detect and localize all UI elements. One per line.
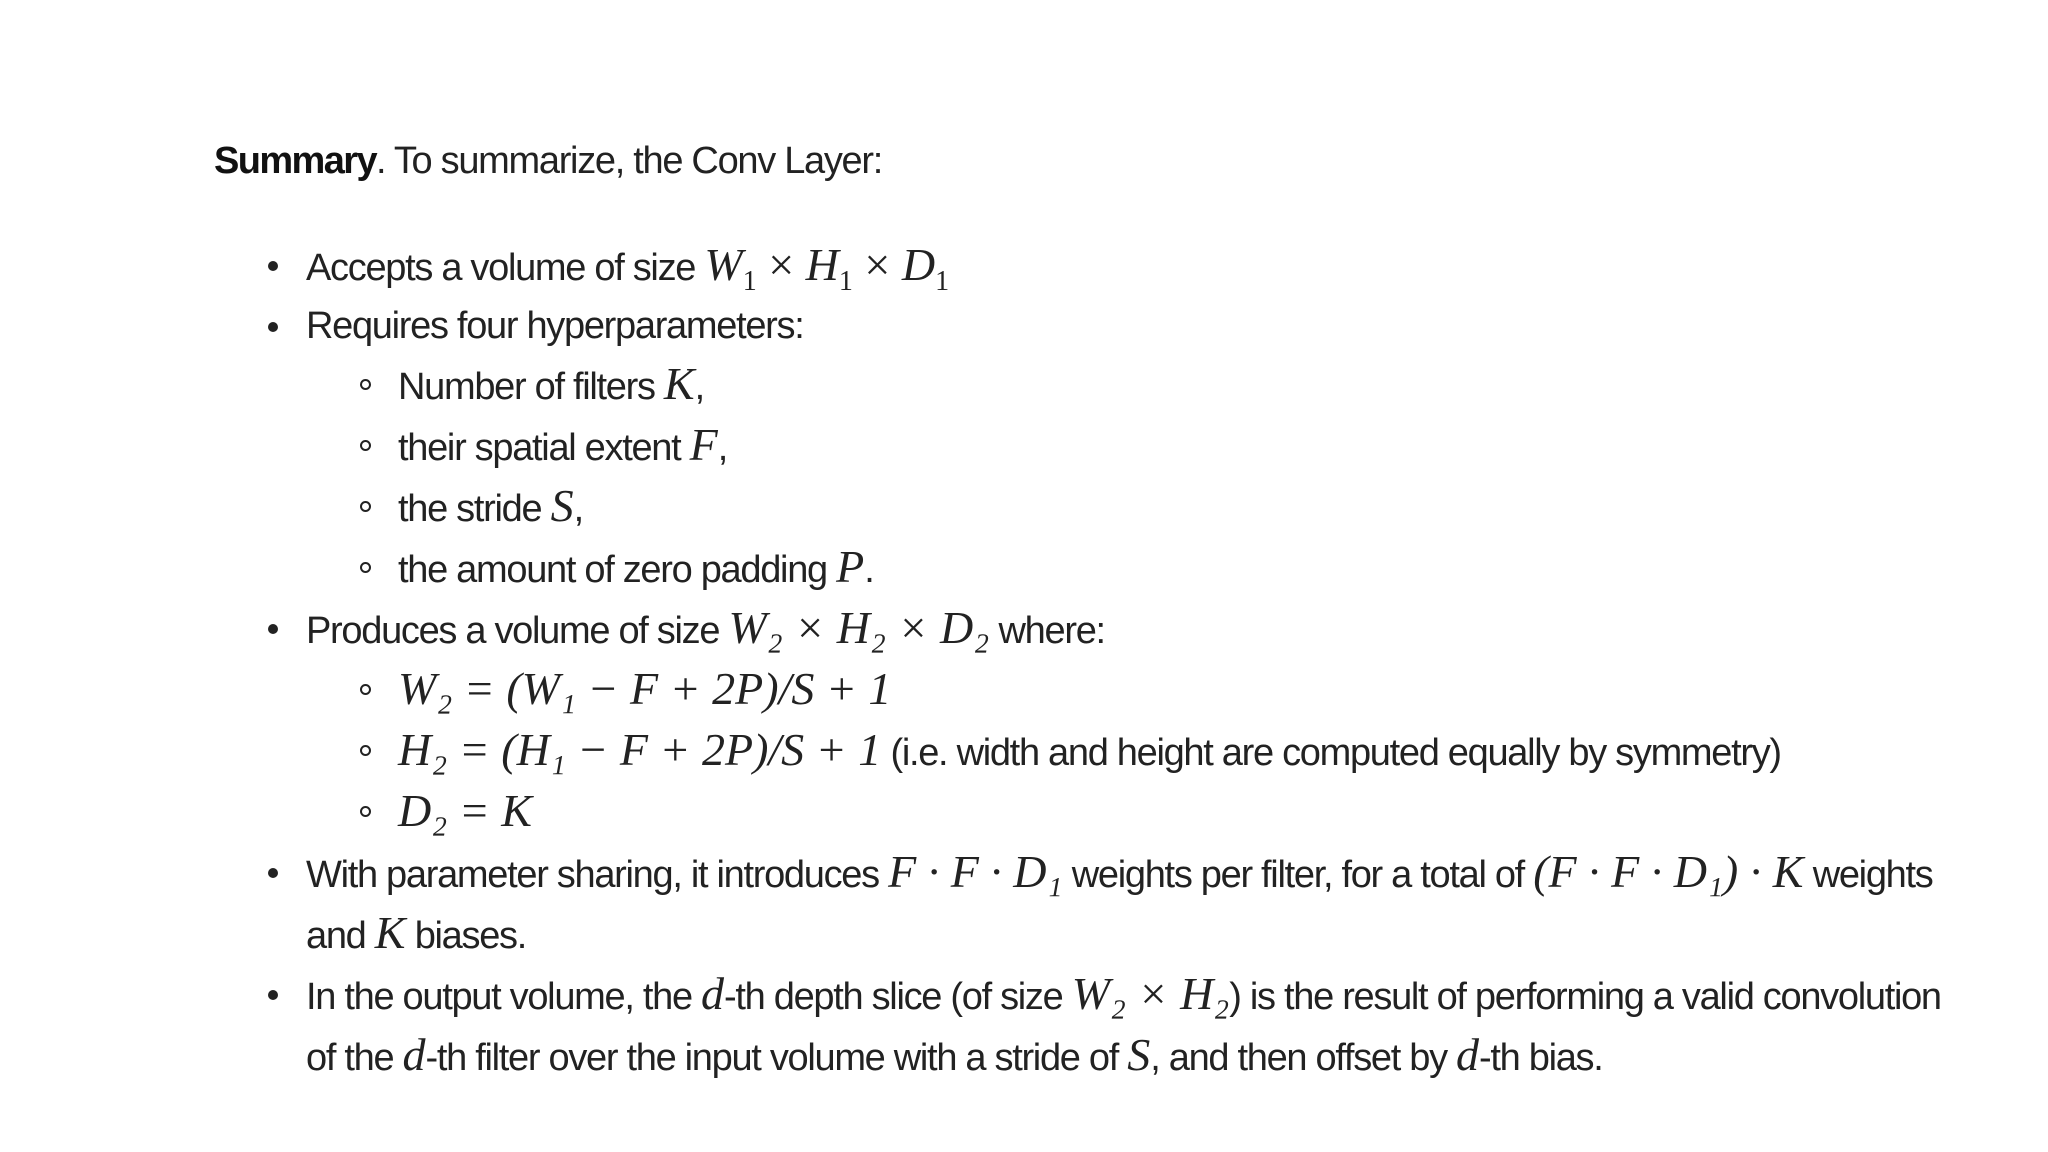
var-s: S: [550, 480, 574, 531]
math-d1: D: [901, 239, 936, 290]
output-math-a: d: [701, 968, 725, 1019]
filters-tail: ,: [694, 366, 704, 408]
conv-layer-summary: [214, 132, 1994, 1087]
formula-d2-math: D₂ = K: [398, 785, 532, 836]
sublist-item-stride: [306, 477, 1994, 538]
filters-text: Number of filters: [398, 366, 664, 408]
list-item-sharing: [214, 843, 1994, 965]
list-item-output: [214, 965, 1994, 1087]
formula-h2-note: (i.e. width and height are computed equally by symmetry): [881, 732, 1781, 774]
output-paragraph: [306, 965, 1956, 1087]
math-d1-sub: 1: [935, 266, 950, 298]
sharing-math-c: K: [374, 907, 406, 958]
list-item-requires: [214, 297, 1994, 599]
output-size-formulas: [306, 660, 1994, 843]
stride-tail: ,: [573, 488, 583, 530]
output-text-d: -th filter over the input volume with a stride of: [425, 1037, 1128, 1079]
accepts-text: Accepts a volume of size: [306, 247, 705, 289]
produces-text: Produces a volume of size: [306, 610, 729, 652]
requires-text: Requires four hyperparameters:: [306, 305, 804, 347]
formula-h2-math: H₂ = (H₁ − F + 2P)/S + 1: [398, 724, 882, 775]
summary-list: [214, 236, 1994, 1087]
sharing-math-a: F · F · D₁: [888, 846, 1063, 897]
extent-tail: ,: [717, 427, 728, 469]
math-h1: H: [805, 239, 839, 290]
formula-h2: [306, 721, 1994, 782]
math-times-2: ×: [852, 239, 902, 290]
summary-intro-text: . To summarize, the Conv Layer:: [376, 140, 883, 182]
var-p: P: [836, 541, 865, 592]
output-math-d: S: [1127, 1029, 1151, 1080]
math-w1-sub: 1: [742, 266, 757, 298]
sharing-text-b: weights per filter, for a total of: [1062, 854, 1534, 896]
sharing-paragraph: [306, 843, 1956, 965]
output-text-e: , and then offset by: [1150, 1037, 1457, 1079]
output-text-a: In the output volume, the: [306, 976, 702, 1018]
math-times-1: ×: [756, 239, 806, 290]
output-size-math: W₂ × H₂ × D₂: [728, 602, 990, 653]
stride-text: the stride: [398, 488, 551, 530]
output-math-b: W₂ × H₂: [1071, 968, 1230, 1019]
list-item-produces: [214, 599, 1994, 843]
summary-intro: [214, 132, 1994, 190]
sharing-text-c: weights and: [306, 854, 1933, 957]
var-f: F: [689, 419, 718, 470]
sharing-text-a: With parameter sharing, it introduces: [306, 854, 889, 896]
padding-text: the amount of zero padding: [398, 549, 837, 591]
output-text-b: -th depth slice (of size: [724, 976, 1072, 1018]
padding-tail: .: [864, 549, 874, 591]
produces-after: where:: [989, 610, 1105, 652]
output-text-f: -th bias.: [1479, 1037, 1603, 1079]
sublist-item-filters: [306, 355, 1994, 416]
sublist-item-extent: [306, 416, 1994, 477]
sharing-math-b: (F · F · D₁) · K: [1533, 846, 1804, 897]
sharing-text-d: biases.: [405, 915, 527, 957]
sublist-item-padding: [306, 538, 1994, 599]
var-k: K: [663, 358, 695, 409]
summary-label: Summary: [214, 140, 376, 182]
formula-w2: [306, 660, 1994, 721]
input-size-math: [704, 239, 950, 298]
formula-w2-math: W₂ = (W₁ − F + 2P)/S + 1: [398, 663, 892, 714]
list-item-accepts: [214, 236, 1994, 297]
hyperparameter-list: [306, 355, 1994, 599]
formula-d2: [306, 782, 1994, 843]
math-h1-sub: 1: [838, 266, 853, 298]
output-math-e: d: [1456, 1029, 1480, 1080]
output-math-c: d: [402, 1029, 426, 1080]
math-w1: W: [704, 239, 743, 290]
extent-text: their spatial extent: [398, 427, 690, 469]
output-text-c: ) is the result of performing a valid convolution of the: [306, 976, 1941, 1079]
